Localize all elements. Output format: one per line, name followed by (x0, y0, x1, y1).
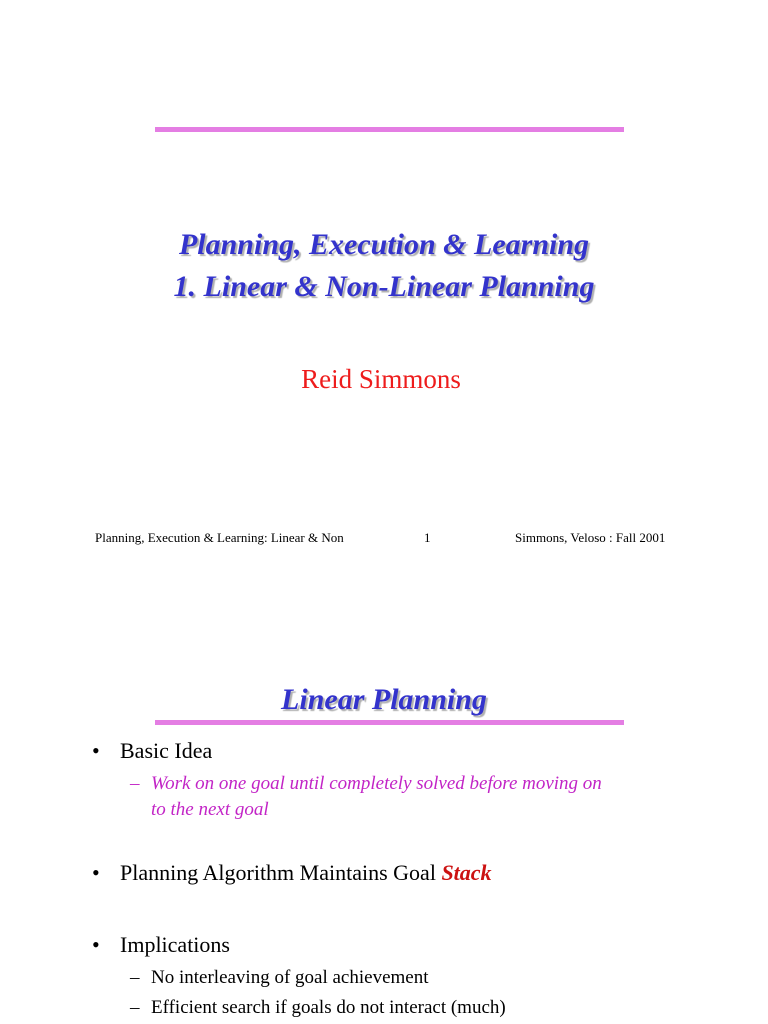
dash-marker: – (130, 997, 140, 1018)
bullet-dot: • (92, 738, 100, 763)
sub-bullet-continuation (130, 796, 269, 823)
bullet-text: Implications (120, 932, 230, 957)
bullet-goal-stack (92, 860, 492, 886)
bullet-dot: • (92, 932, 100, 957)
sub-bullet-text: No interleaving of goal achievement (151, 967, 429, 988)
author-name: Reid Simmons (301, 364, 461, 394)
dash-marker: – (130, 773, 140, 794)
stack-emphasis: Stack (441, 860, 492, 885)
slide2-title-rule (155, 720, 624, 725)
top-rule (155, 127, 624, 132)
sub-bullet-text: to the next goal (151, 799, 269, 820)
dash-marker: – (130, 967, 140, 988)
bullet-text: Basic Idea (120, 738, 213, 763)
slide-title-line-1: Planning, Execution & Learning (178, 228, 590, 261)
bullet-implications (92, 932, 230, 958)
footer-page-number: 1 (424, 530, 431, 545)
bullet-text: Planning Algorithm Maintains Goal (120, 860, 442, 885)
slide2-title: Linear Planning (281, 683, 487, 716)
sub-bullet (130, 964, 429, 991)
bullet-dot: • (92, 860, 100, 885)
footer-left: Planning, Execution & Learning: Linear & Non (95, 530, 344, 545)
sub-bullet (130, 770, 602, 797)
sub-bullet (130, 994, 506, 1021)
footer-right: Simmons, Veloso : Fall 2001 (515, 530, 666, 545)
sub-bullet-text: Work on one goal until completely solved before moving on (151, 773, 602, 794)
slide-title-line-2: 1. Linear & Non-Linear Planning (173, 270, 595, 303)
bullet-basic-idea (92, 738, 212, 764)
sub-bullet-text: Efficient search if goals do not interact (much) (151, 997, 506, 1018)
